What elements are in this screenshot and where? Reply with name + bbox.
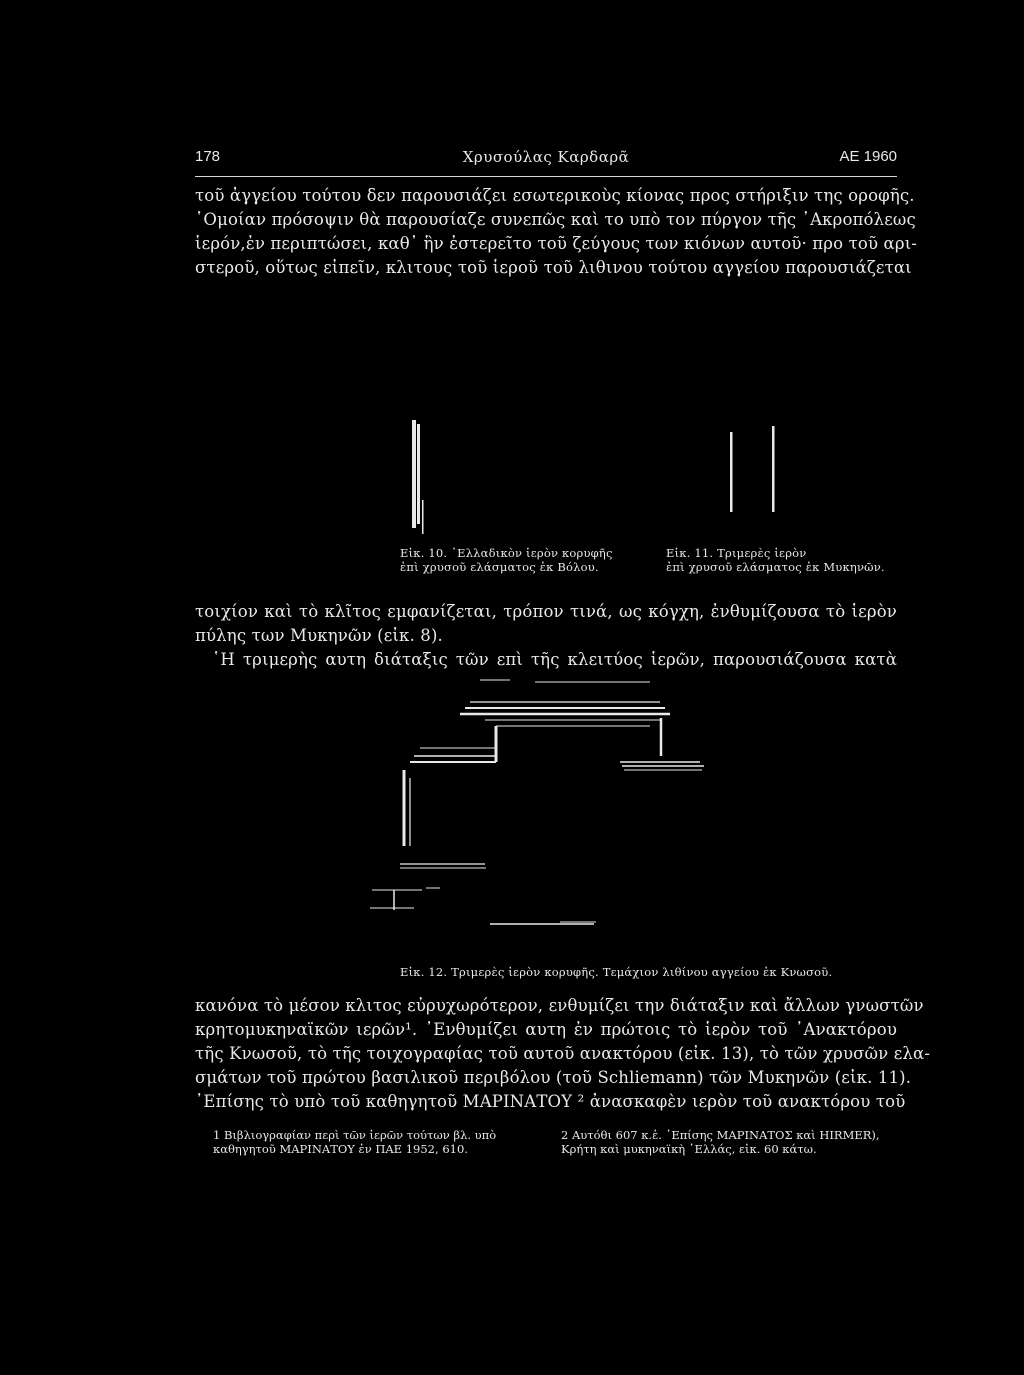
text-line: τοιχίον καὶ τὸ κλῖτος εμφανίζεται, τρόπον τινά, ως κόγχη, ἐνθυμίζουσα τὸ ἱερὸν bbox=[195, 602, 897, 621]
text-line: τῆς Κνωσοῦ, τὸ τῆς τοιχογραφίας τοῦ αυτοῦ ανακτόρου (εἰκ. 13), τὸ τῶν χρυσῶν ελα- bbox=[195, 1044, 931, 1063]
figure-10-caption: Εἰκ. 10. ᾿Ελλαδικὸν ἱερὸν κορυφῆς ἐπὶ χρυσοῦ ελάσματος ἐκ Βόλου. bbox=[400, 546, 613, 574]
fig10-column-right bbox=[417, 424, 420, 524]
text-line: σμάτων τοῦ πρώτου βασιλικοῦ περιβόλου (τοῦ Schliemann) τῶν Μυκηνῶν (εἰκ. 11). bbox=[195, 1068, 912, 1087]
text-line: κρητομυκηναϊκῶν ιερῶν¹. ᾿Ενθυμίζει αυτη ἐν πρώτοις τὸ ἱερὸν τοῦ ᾿Ανακτόρου bbox=[195, 1020, 897, 1039]
running-header bbox=[195, 148, 897, 172]
text-line: τοῦ ἀγγείου τούτου δεν παρουσιάζει εσωτερικοὺς κίονας προς στήριξιν της οροφῆς. bbox=[195, 186, 915, 205]
fig12-strokes bbox=[370, 680, 704, 924]
text-line: κανόνα τὸ μέσον κλιτος εὐρυχωρότερον, ενθυμίζει την διάταξιν καὶ ἄλλων γνωστῶν bbox=[195, 996, 924, 1015]
fig10-stroke bbox=[422, 500, 424, 534]
text-line: ῾Ομοίαν πρόσοψιν θὰ παρουσίαζε συνεπῶς καὶ το υπὸ τον πύργον τῆς ᾿Ακροπόλεως bbox=[195, 210, 916, 229]
text-line: ῾Η τριμερὴς αυτη διάταξις τῶν επὶ τῆς κλειτύος ἱερῶν, παρουσιάζουσα κατὰ bbox=[212, 650, 897, 669]
text-line: στεροῦ, οὕτως εἰπεῖν, κλιτους τοῦ ἱεροῦ τοῦ λιθινου τούτου αγγείου παρουσιάζεται bbox=[195, 258, 912, 277]
header-rule bbox=[195, 176, 897, 177]
figure-10-drawing bbox=[400, 420, 440, 536]
footnote-1: 1 Βιβλιογραφίαν περὶ τῶν ἱερῶν τούτων βλ. υπὸ καθηγητοῦ ΜΑΡΙΝΑΤΟΥ ἐν ΠΑΕ 1952, 610. bbox=[213, 1128, 497, 1156]
figure-11-drawing bbox=[720, 426, 780, 516]
figure-11-caption: Εἰκ. 11. Τριμερὲς ἱερὸν ἐπὶ χρυσοῦ ελάσματος ἐκ Μυκηνῶν. bbox=[666, 546, 885, 574]
figure-12-drawing bbox=[360, 678, 710, 938]
figure-12-caption: Εἰκ. 12. Τριμερὲς ἱερὸν κορυφῆς. Τεμάχιον λιθίνου αγγείου ἐκ Κνωσοῦ. bbox=[400, 965, 833, 979]
fig10-column-left bbox=[412, 420, 416, 528]
journal-label: ΑΕ 1960 bbox=[839, 148, 897, 165]
fig11-column-left bbox=[730, 432, 733, 512]
fig11-column-right bbox=[772, 426, 775, 512]
page-number: 178 bbox=[195, 148, 221, 165]
text-line: πύλης των Μυκηνῶν (εἰκ. 8). bbox=[195, 626, 443, 645]
text-line: ᾿Επίσης τὸ υπὸ τοῦ καθηγητοῦ ΜΑΡΙΝΑΤΟΥ ² ἀνασκαφὲν ιερὸν τοῦ ανακτόρου τοῦ bbox=[195, 1092, 906, 1111]
text-line: ἱερόν,ἐν περιπτώσει, καθ᾿ ἣν ἐστερεῖτο τοῦ ζεύγους των κιόνων αυτοῦ· προ τοῦ αρι- bbox=[195, 234, 918, 253]
running-title: Χρυσούλας Καρδαρᾶ bbox=[462, 148, 630, 166]
footnote-2: 2 Αυτόθι 607 κ.ἑ. ᾿Επίσης ΜΑΡΙΝΑΤΟΣ καὶ HIRMER), Κρήτη καὶ μυκηναϊκὴ ῾Ελλάς, εἰκ. 60 κάτω. bbox=[561, 1128, 880, 1156]
